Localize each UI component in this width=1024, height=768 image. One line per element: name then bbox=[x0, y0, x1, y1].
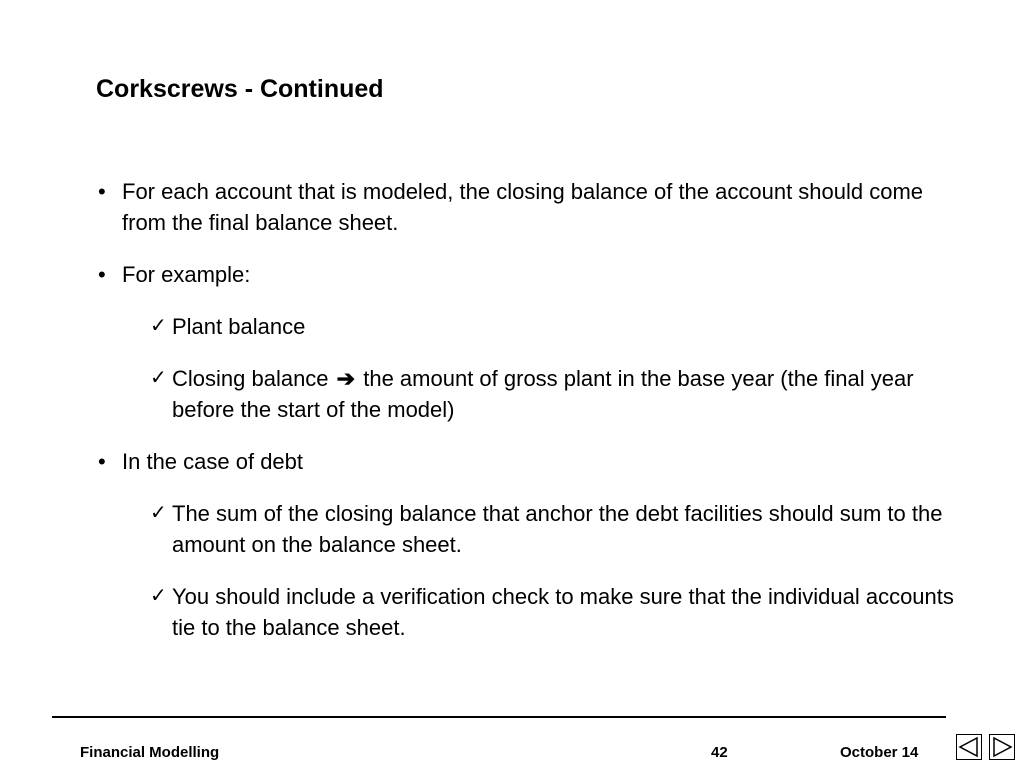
check-icon: ✓ bbox=[150, 367, 167, 389]
check-icon: ✓ bbox=[150, 315, 167, 337]
checklist-item bbox=[98, 311, 958, 342]
bullet-text: In the case of debt bbox=[122, 449, 304, 474]
checklist-item bbox=[98, 581, 958, 643]
page-number: 42 bbox=[711, 744, 728, 761]
next-slide-button[interactable] bbox=[989, 734, 1015, 760]
triangle-left-icon bbox=[957, 735, 981, 759]
bullet-marker: • bbox=[98, 262, 106, 287]
checklist-text: You should include a verification check to make sure that the individual accounts tie to the balance sheet. bbox=[172, 584, 954, 640]
checklist-item bbox=[98, 498, 958, 560]
checklist-text: The sum of the closing balance that anchor the debt facilities should sum to the amount on the balance sheet. bbox=[172, 501, 943, 557]
bullet-marker: • bbox=[98, 449, 106, 474]
right-arrow-icon: ➔ bbox=[336, 366, 356, 391]
checklist-item bbox=[98, 363, 958, 425]
checklist-text-suffix: the amount of gross plant in the base year (the final year before the start of the model) bbox=[172, 366, 914, 422]
slide-content bbox=[98, 176, 958, 664]
slide-title: Corkscrews - Continued bbox=[96, 75, 384, 103]
bullet-item bbox=[98, 176, 958, 238]
check-icon: ✓ bbox=[150, 585, 167, 607]
bullet-text: For example: bbox=[122, 262, 251, 287]
footer-title: Financial Modelling bbox=[80, 744, 220, 761]
checklist-text: Plant balance bbox=[172, 314, 306, 339]
checklist-text-prefix: Closing balance bbox=[172, 366, 329, 391]
bullet-marker: • bbox=[98, 179, 106, 204]
check-icon: ✓ bbox=[150, 502, 167, 524]
footer-divider bbox=[52, 716, 946, 718]
triangle-right-icon bbox=[990, 735, 1014, 759]
footer-date: October 14 bbox=[840, 744, 919, 761]
bullet-text: For each account that is modeled, the closing balance of the account should come from the final balance sheet. bbox=[122, 179, 924, 235]
previous-slide-button[interactable] bbox=[956, 734, 982, 760]
bullet-item bbox=[98, 446, 958, 477]
bullet-item bbox=[98, 259, 958, 290]
